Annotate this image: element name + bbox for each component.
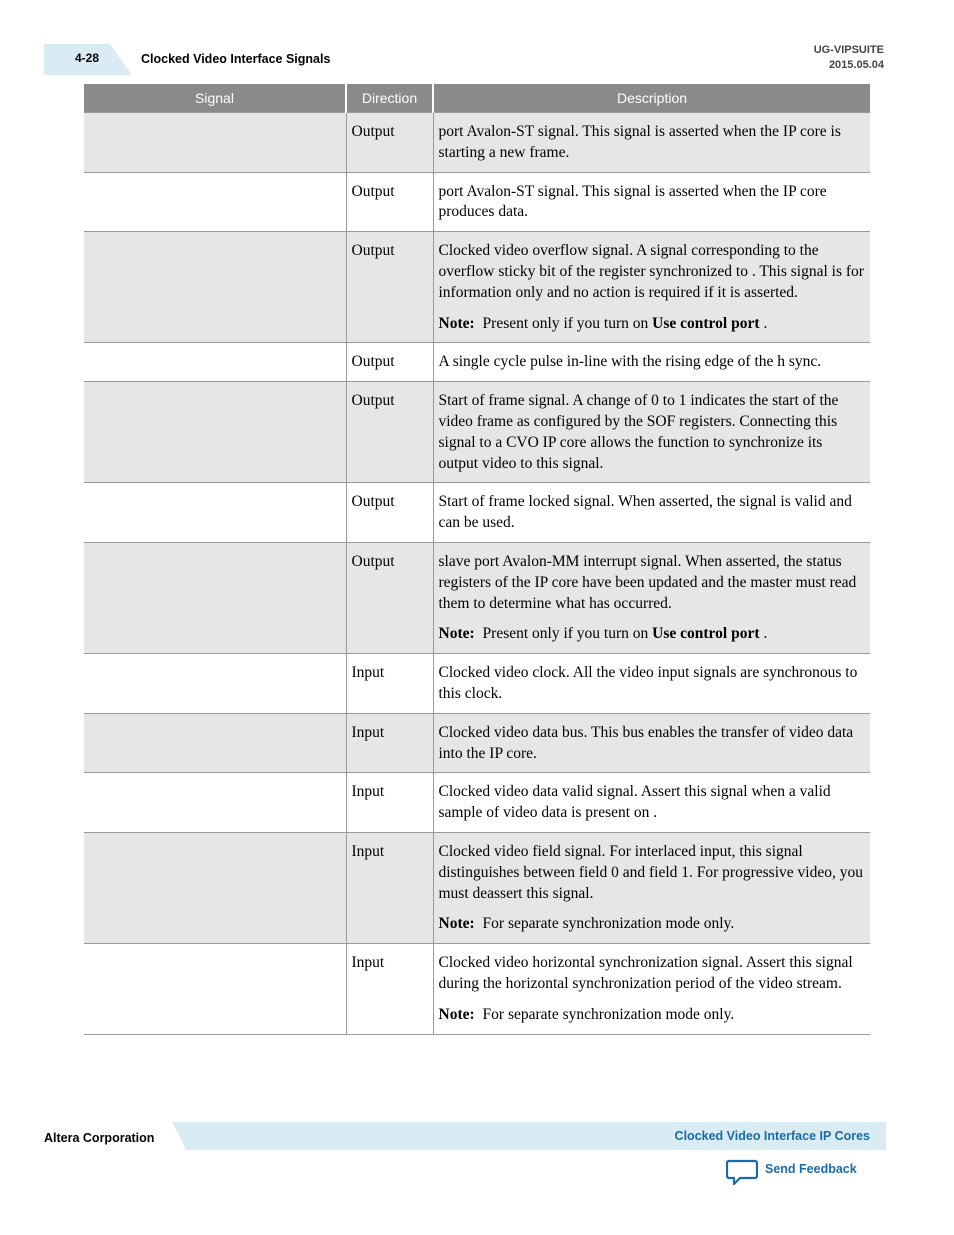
description-cell (433, 113, 870, 173)
description-cell (433, 343, 870, 382)
description-cell (433, 172, 870, 232)
signal-cell (84, 944, 346, 1034)
note-text: For separate synchronization mode only. (482, 1005, 735, 1023)
description-cell (433, 944, 870, 1034)
direction-cell: Output (346, 113, 433, 173)
direction-cell: Output (346, 232, 433, 343)
column-header-signal: Signal (84, 84, 346, 113)
table-row (84, 232, 870, 343)
description-cell (433, 713, 870, 773)
table-row (84, 113, 870, 173)
description-text: Clocked video data valid signal. Assert this signal when a valid sample of video data is present on . (438, 783, 831, 822)
direction-cell: Output (346, 483, 433, 543)
note-label: Note: (438, 625, 475, 643)
note (439, 624, 866, 645)
note (439, 914, 866, 935)
table-row (84, 944, 870, 1034)
page-number: 4-28 (75, 51, 100, 65)
description-cell (433, 654, 870, 714)
doc-id: UG-VIPSUITE (813, 44, 884, 56)
note-text: Present only if you turn on (482, 625, 653, 643)
table-row (84, 382, 870, 483)
table-row (84, 483, 870, 543)
column-header-direction: Direction (346, 84, 433, 113)
signal-cell (84, 382, 346, 483)
note-label: Note: (438, 915, 475, 933)
description-text: port Avalon-ST signal. This signal is asserted when the IP core is starting a new frame. (438, 123, 841, 161)
description-text: Clocked video clock. All the video input signals are synchronous to this clock. (438, 664, 858, 702)
note-label: Note: (438, 314, 475, 332)
direction-cell: Output (346, 382, 433, 483)
description-cell (433, 382, 870, 483)
table-header-row (84, 84, 870, 113)
company-name: Altera Corporation (44, 1131, 155, 1145)
table-row (84, 172, 870, 232)
direction-cell: Input (346, 713, 433, 773)
signal-cell (84, 832, 346, 943)
direction-cell: Output (346, 542, 433, 653)
description-cell (433, 832, 870, 943)
column-header-description: Description (433, 84, 870, 113)
feedback-icon[interactable] (726, 1159, 758, 1185)
description-text: Start of frame locked signal. When asserted, the signal is valid and can be used. (438, 493, 852, 532)
doc-id-block (814, 43, 884, 73)
description-text: port Avalon-ST signal. This signal is asserted when the IP core produces data. (438, 182, 827, 221)
signal-cell (84, 542, 346, 653)
description-cell (433, 483, 870, 543)
direction-cell: Output (346, 343, 433, 382)
description-text: Start of frame signal. A change of 0 to 1 indicates the start of the video frame as configured by the SOF registers. Connecting this signal to a CVO IP core allows the function to synchronize its output video to this signal. (438, 392, 839, 472)
table-row (84, 713, 870, 773)
description-text: slave port Avalon-MM interrupt signal. When asserted, the status registers of the IP core have been updated and the master must read them to determine what has occurred. (438, 552, 857, 612)
signal-cell (84, 343, 346, 382)
description-cell (433, 232, 870, 343)
table-row (84, 832, 870, 943)
table-row (84, 542, 870, 653)
description-text: Clocked video horizontal synchronization signal. Assert this signal during the horizontal synchronization period of the video stream. (438, 954, 853, 992)
signal-cell (84, 713, 346, 773)
description-text: Clocked video field signal. For interlaced input, this signal distinguishes between field 0 and field 1. For progressive video, you must deassert this signal. (438, 842, 863, 902)
description-cell (433, 542, 870, 653)
signal-cell (84, 773, 346, 833)
description-cell (433, 773, 870, 833)
direction-cell: Output (346, 172, 433, 232)
doc-title-link[interactable]: Clocked Video Interface IP Cores (674, 1129, 870, 1143)
signal-cell (84, 654, 346, 714)
description-text: Clocked video overflow signal. A signal corresponding to the overflow sticky bit of the register synchronized to . This signal is for information only and no action is required if it is asserted. (438, 242, 864, 301)
note-text: For separate synchronization mode only. (482, 915, 735, 933)
signal-cell (84, 113, 346, 173)
note (439, 1005, 866, 1026)
table-row (84, 343, 870, 382)
note-end: . (763, 625, 768, 643)
signals-table (84, 84, 870, 1035)
signal-cell (84, 483, 346, 543)
table-row (84, 773, 870, 833)
table-body (84, 113, 870, 1035)
table-row (84, 654, 870, 714)
note-emphasis: Use control port (652, 625, 760, 643)
signal-cell (84, 172, 346, 232)
send-feedback-link[interactable]: Send Feedback (765, 1162, 857, 1176)
description-text: A single cycle pulse in-line with the rising edge of the h sync. (438, 353, 822, 371)
signal-cell (84, 232, 346, 343)
note (439, 314, 866, 335)
note-label: Note: (438, 1005, 475, 1023)
doc-date: 2015.05.04 (828, 59, 884, 71)
description-text: Clocked video data bus. This bus enables the transfer of video data into the IP core. (438, 723, 854, 762)
section-title: Clocked Video Interface Signals (141, 52, 331, 66)
note-emphasis: Use control port (652, 314, 760, 332)
direction-cell: Input (346, 654, 433, 714)
direction-cell: Input (346, 773, 433, 833)
note-text: Present only if you turn on (482, 314, 653, 332)
direction-cell: Input (346, 944, 433, 1034)
note-end: . (763, 314, 768, 332)
direction-cell: Input (346, 832, 433, 943)
